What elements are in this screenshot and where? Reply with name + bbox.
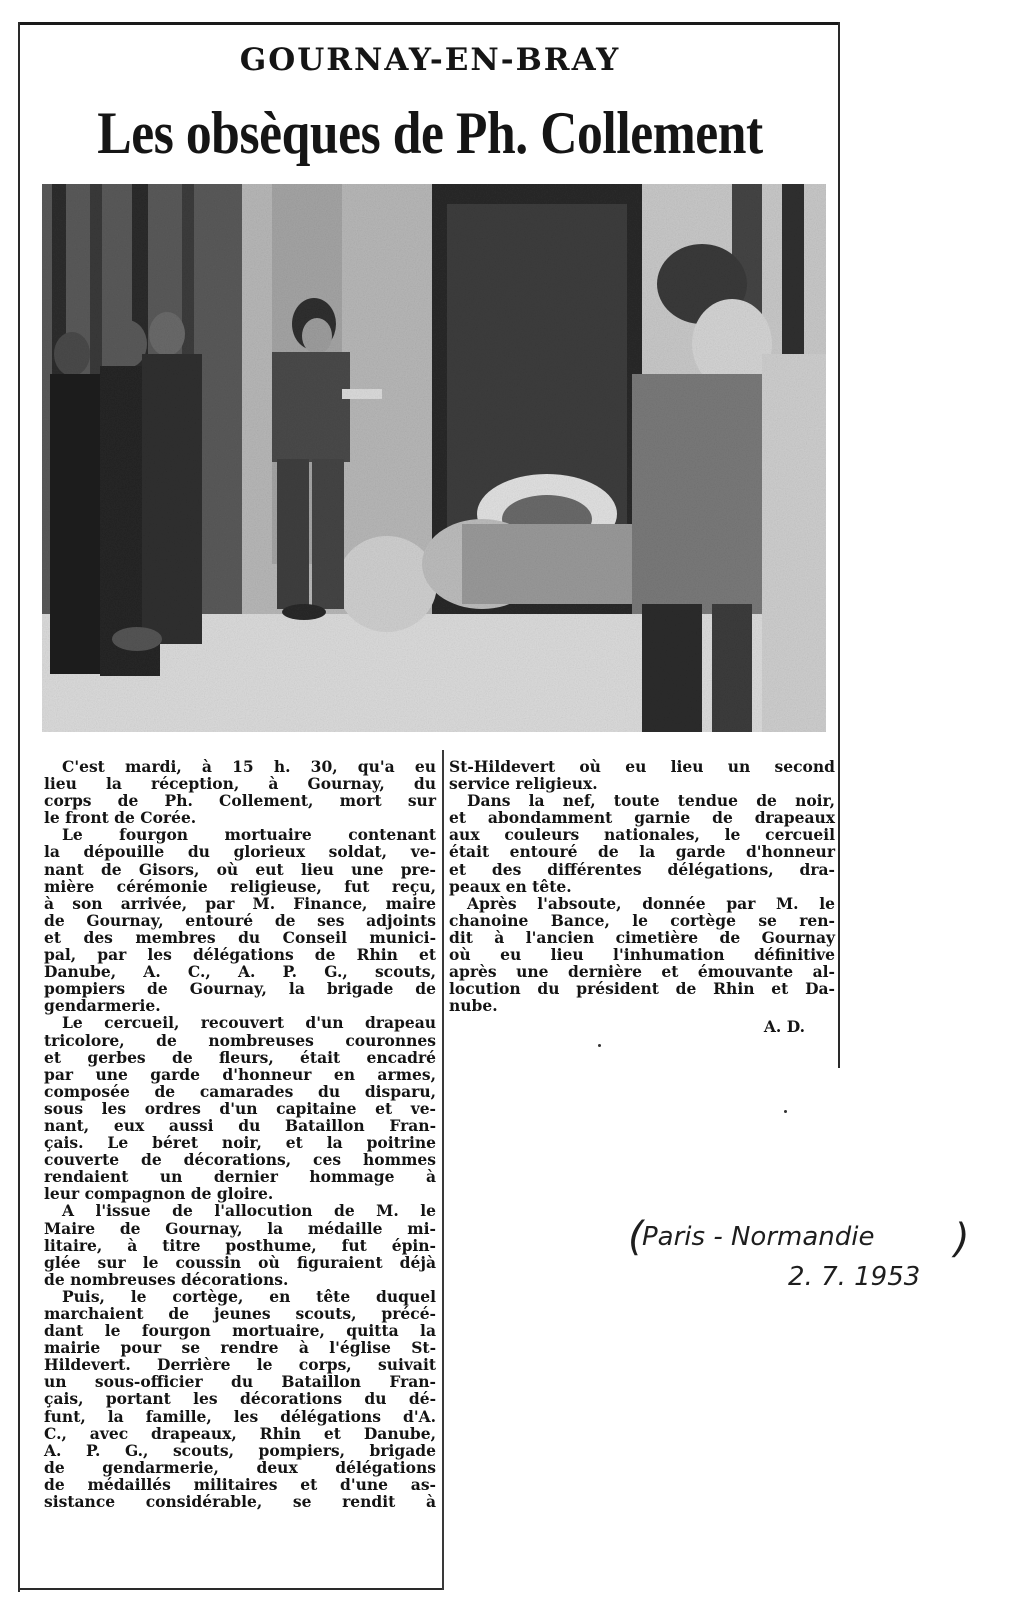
article-text-line: nant, eux aussi du Bataillon Fran- xyxy=(44,1115,436,1135)
article-text-line: couverte de décorations, ces hommes xyxy=(44,1150,436,1170)
article-text-line: aux couleurs nationales, le cercueil xyxy=(449,825,835,845)
article-text-line: la dépouille du glorieux soldat, ve- xyxy=(44,842,436,862)
article-text-line: et des différentes délégations, dra- xyxy=(449,859,835,879)
article-text-line: litaire, à titre posthume, fut épin- xyxy=(44,1235,436,1255)
speck xyxy=(784,1110,787,1113)
article-text-line: et gerbes de fleurs, était encadré xyxy=(44,1047,436,1067)
article-text-line: Danube, A. C., A. P. G., scouts, xyxy=(44,962,436,982)
article-text-line: de gendarmerie, deux délégations xyxy=(44,1457,436,1477)
note-close-paren: ) xyxy=(954,1216,970,1262)
article-text-line: marchaient de jeunes scouts, précé- xyxy=(44,1304,436,1323)
article-text-line: Le fourgon mortuaire contenant xyxy=(62,825,436,845)
article-text-line: sistance considérable, se rendit à xyxy=(44,1492,436,1512)
article-text-line: A. P. G., scouts, pompiers, brigade xyxy=(44,1440,436,1460)
article-text-line: corps de Ph. Collement, mort sur xyxy=(44,791,436,811)
article-text-line: par une garde d'honneur en armes, xyxy=(44,1064,436,1084)
funeral-ceremony-photo-icon xyxy=(42,184,826,732)
article-text-line: et des membres du Conseil munici- xyxy=(44,927,436,947)
article-text-line: Hildevert. Derrière le corps, suivait xyxy=(44,1355,436,1375)
article-photo xyxy=(42,184,826,732)
article-headline: Les obsèques de Ph. Collement xyxy=(97,100,763,166)
article-text-line: de médaillés militaires et d'une as- xyxy=(44,1474,436,1494)
article-text-line: Après l'absoute, donnée par M. le xyxy=(467,893,835,913)
note-date: 2. 7. 1953 xyxy=(788,1262,921,1292)
article-border-top xyxy=(18,22,840,25)
article-text-line: dant le fourgon mortuaire, quitta la xyxy=(44,1321,436,1341)
article-text-line: à son arrivée, par M. Finance, maire xyxy=(44,893,436,913)
article-text-line: peaux en tête. xyxy=(449,876,572,896)
article-text-line: glée sur le coussin où figuraient déjà xyxy=(44,1252,436,1272)
column-divider xyxy=(442,750,444,1590)
article-text-line: nube. xyxy=(449,996,498,1016)
article-border-left xyxy=(18,22,20,1592)
article-text-line: Dans la nef, toute tendue de noir, xyxy=(467,791,835,811)
note-open-paren: ( xyxy=(628,1214,644,1260)
article-text-line: Puis, le cortège, en tête duquel xyxy=(62,1286,436,1306)
article-text-line: gendarmerie. xyxy=(44,996,161,1016)
article-text-line: de nombreuses décorations. xyxy=(44,1269,289,1289)
article-text-line: rendaient un dernier hommage à xyxy=(44,1167,436,1187)
article-text-line: A l'issue de l'allocution de M. le xyxy=(62,1201,436,1221)
article-text-line: était entouré de la garde d'honneur xyxy=(449,842,835,862)
article-text-line: çais, portant les décorations du dé- xyxy=(44,1389,436,1409)
article-text-line: C'est mardi, à 15 h. 30, qu'a eu xyxy=(62,757,436,776)
article-text-line: pompiers de Gournay, la brigade de xyxy=(44,979,436,999)
article-text-line: sous les ordres d'un capitaine et ve- xyxy=(44,1098,436,1118)
article-text-line: mairie pour se rendre à l'église St- xyxy=(44,1338,436,1358)
article-text-line: nant de Gisors, où eut lieu une pre- xyxy=(44,859,436,879)
article-kicker: GOURNAY-EN-BRAY xyxy=(239,42,621,78)
article-column-right xyxy=(449,758,835,1036)
article-text-line: Maire de Gournay, la médaille mi- xyxy=(44,1218,436,1238)
article-text-line: locution du président de Rhin et Da- xyxy=(449,979,835,999)
article-text-line: Le cercueil, recouvert d'un drapeau xyxy=(62,1013,436,1033)
note-source: Paris - Normandie xyxy=(642,1222,875,1252)
article-text-line: pal, par les délégations de Rhin et xyxy=(44,945,436,965)
article-text-line: composée de camarades du disparu, xyxy=(44,1081,436,1101)
article-text-line: et abondamment garnie de drapeaux xyxy=(449,808,835,828)
speck xyxy=(598,1044,601,1047)
article-text-line: où eu lieu l'inhumation définitive xyxy=(449,945,835,965)
article-text-line: chanoine Bance, le cortège se ren- xyxy=(449,910,835,930)
article-text-line: leur compagnon de gloire. xyxy=(44,1184,274,1204)
article-signature: A. D. xyxy=(763,1017,805,1037)
article-text-line: St-Hildevert où eu lieu un second xyxy=(449,757,835,776)
article-text-line: çais. Le béret noir, et la poitrine xyxy=(44,1133,436,1153)
article-text-line: funt, la famille, les délégations d'A. xyxy=(44,1406,436,1426)
article-text-line: après une dernière et émouvante al- xyxy=(449,962,835,982)
article-text-line: mière cérémonie religieuse, fut reçu, xyxy=(44,876,436,896)
article-text-line: de Gournay, entouré de ses adjoints xyxy=(44,910,436,930)
article-border-right xyxy=(838,22,840,1068)
article-border-bottom xyxy=(18,1588,443,1590)
article-text-line: C., avec drapeaux, Rhin et Danube, xyxy=(44,1423,436,1443)
handwritten-note xyxy=(628,1214,988,1308)
article-text-line: lieu la réception, à Gournay, du xyxy=(44,774,436,794)
article-text-line: le front de Corée. xyxy=(44,808,197,828)
article-text-line: dit à l'ancien cimetière de Gournay xyxy=(449,927,835,947)
article-column-left xyxy=(44,758,436,1510)
article-text-line: tricolore, de nombreuses couronnes xyxy=(44,1030,436,1050)
article-text-line: un sous-officier du Bataillon Fran- xyxy=(44,1372,436,1392)
article-text-line: service religieux. xyxy=(449,774,598,794)
